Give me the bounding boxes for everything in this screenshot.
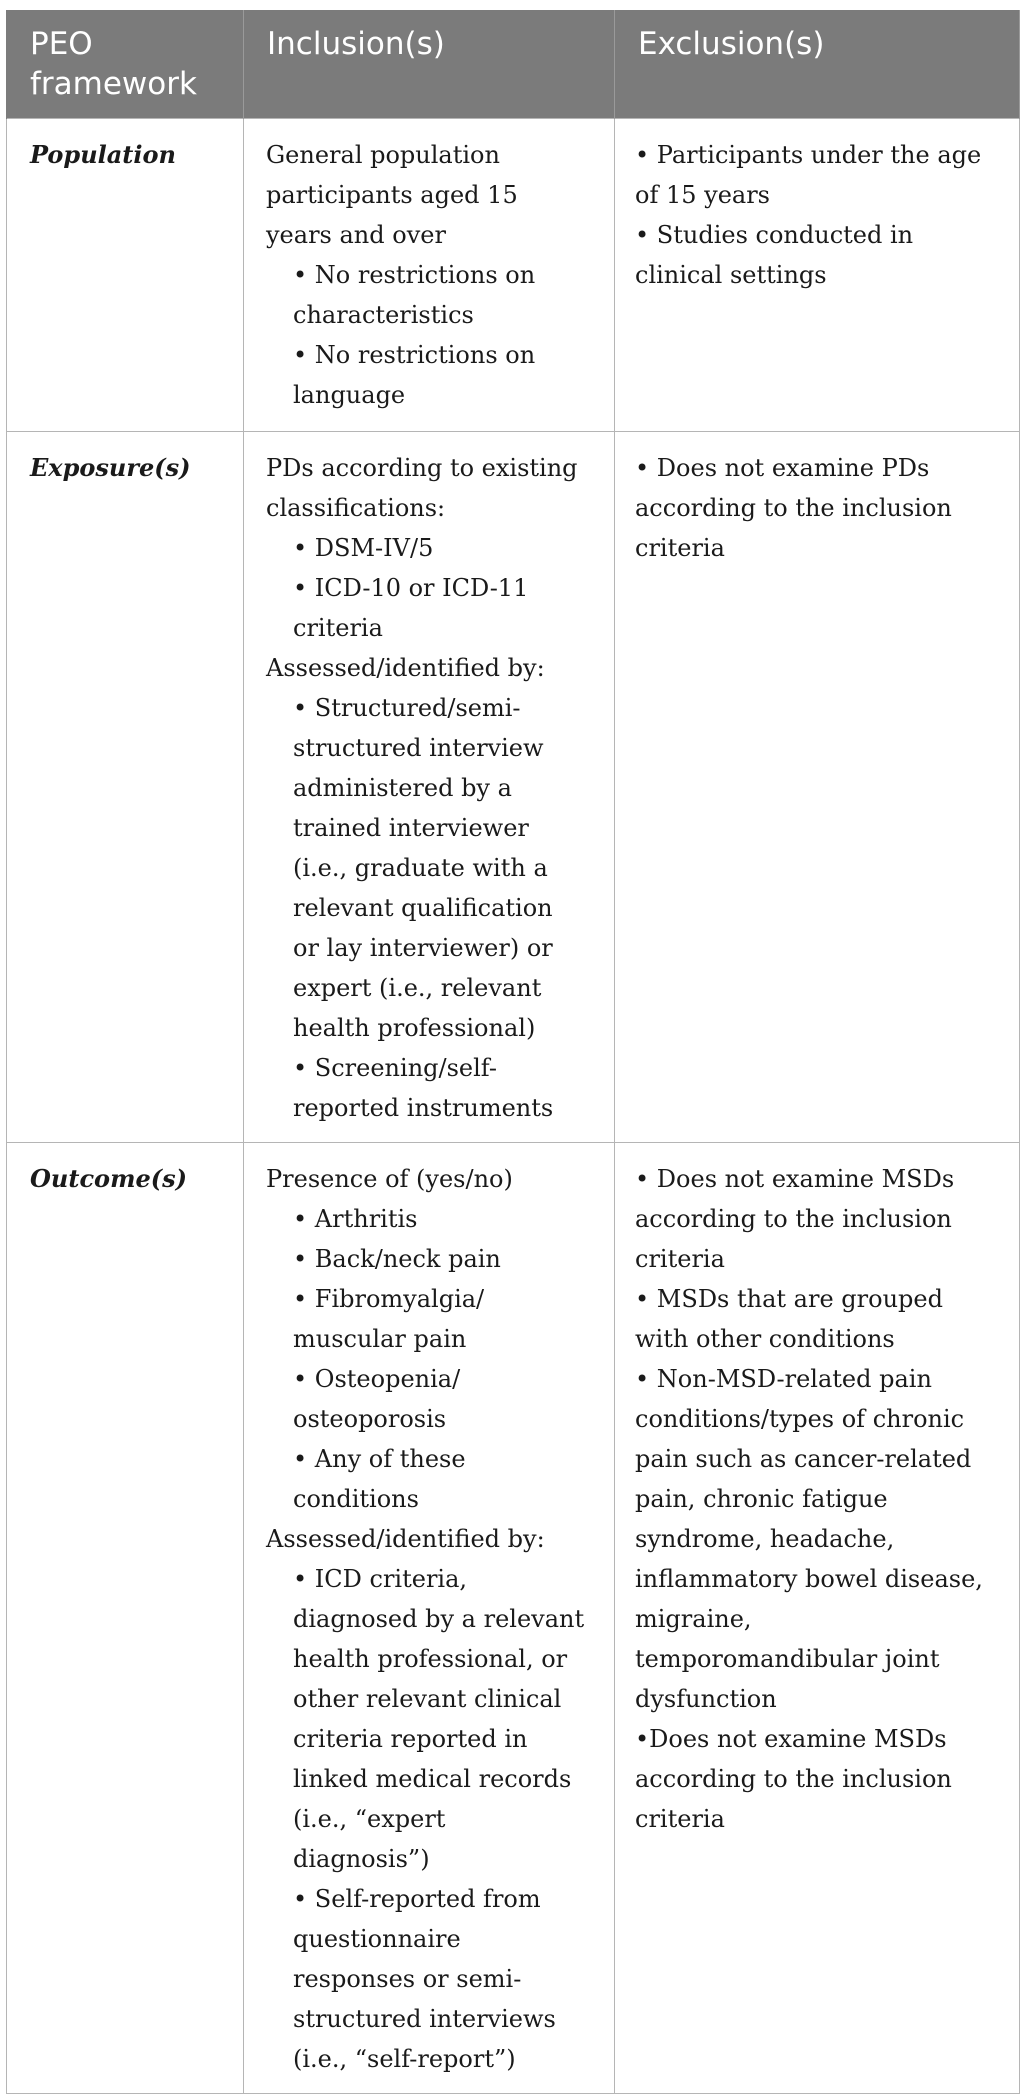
inclusion-intro: PDs according to existing classifications: (266, 454, 578, 522)
inclusion-bullet: • Fibromyalgia/ muscular pain (266, 1279, 586, 1359)
inclusion-bullet: • No restrictions on language (266, 335, 586, 415)
assessed-heading: Assessed/identified by: (266, 1525, 545, 1553)
row-exposure (7, 432, 1020, 1143)
inclusion-bullet: • Any of these conditions (266, 1439, 586, 1519)
inclusion-intro: Presence of (yes/no) (266, 1165, 513, 1193)
header-peo-framework: PEO framework (7, 10, 244, 119)
inclusion-bullet: • Back/neck pain (266, 1239, 586, 1279)
inclusion-bullet: • ICD-10 or ICD-11 criteria (266, 568, 586, 648)
inclusion-bullet: • Arthritis (266, 1199, 586, 1239)
exposure-inclusion-cell (244, 432, 615, 1143)
row-outcome (7, 1143, 1020, 2094)
assessed-bullet: • Self-reported from questionnaire responses or semi-structured interviews (i.e., “self-report”) (266, 1879, 586, 2079)
header-inclusions: Inclusion(s) (244, 10, 615, 119)
assessed-bullet: • Screening/self-reported instruments (266, 1048, 586, 1128)
exclusion-bullet: • Non-MSD-related pain conditions/types of chronic pain such as cancer-related pain, chronic fatigue syndrome, headache, inflammatory bowel disease, migraine, temporomandibular joint dysfunction (635, 1359, 999, 1719)
exclusion-bullet: • Does not examine MSDs according to the inclusion criteria (635, 1159, 999, 1279)
inclusion-bullet: • No restrictions on characteristics (266, 255, 586, 335)
population-exclusion-cell (615, 119, 1020, 432)
outcome-inclusion-cell (244, 1143, 615, 2094)
exclusion-bullet: • Studies conducted in clinical settings (635, 215, 999, 295)
assessed-bullet: • Structured/semi-structured interview administered by a trained interviewer (i.e., graduate with a relevant qualification or lay interviewer) or expert (i.e., relevant health professional) (266, 688, 586, 1048)
row-label-exposure: Exposure(s) (7, 432, 244, 1143)
exclusion-bullet: • MSDs that are grouped with other conditions (635, 1279, 999, 1359)
peo-framework-table (6, 10, 1020, 2094)
exclusion-bullet: • Does not examine PDs according to the inclusion criteria (635, 448, 999, 568)
exclusion-bullet: • Does not examine MSDs according to the inclusion criteria (635, 1719, 999, 1839)
inclusion-bullet: • Osteopenia/ osteoporosis (266, 1359, 586, 1439)
inclusion-bullet: • DSM-IV/5 (266, 528, 586, 568)
header-exclusions: Exclusion(s) (615, 10, 1020, 119)
exclusion-bullet: • Participants under the age of 15 years (635, 135, 999, 215)
exposure-exclusion-cell (615, 432, 1020, 1143)
row-label-population: Population (7, 119, 244, 432)
assessed-heading: Assessed/identified by: (266, 654, 545, 682)
assessed-bullet: • ICD criteria, diagnosed by a relevant health professional, or other relevant clinical criteria reported in linked medical records (i.e., “expert diagnosis”) (266, 1559, 586, 1879)
outcome-exclusion-cell (615, 1143, 1020, 2094)
row-population (7, 119, 1020, 432)
population-inclusion-cell (244, 119, 615, 432)
inclusion-intro: General population participants aged 15 years and over (266, 141, 518, 249)
header-row (7, 10, 1020, 119)
row-label-outcome: Outcome(s) (7, 1143, 244, 2094)
